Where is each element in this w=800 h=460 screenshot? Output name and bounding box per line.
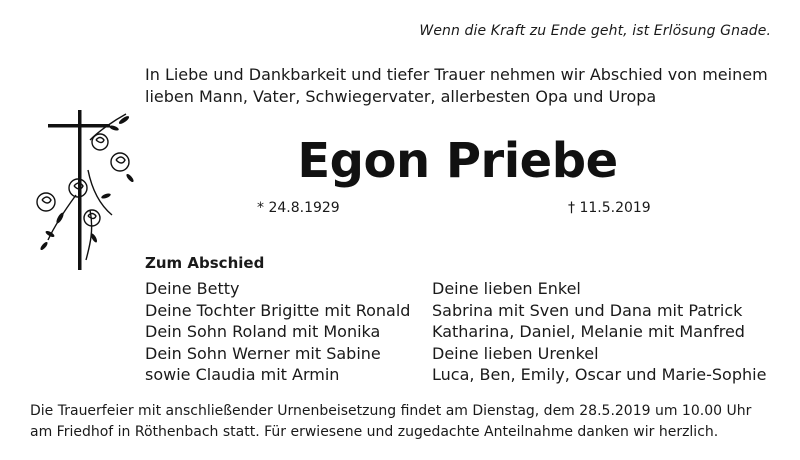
mourners-left-column [145, 278, 410, 386]
mourner-line: Luca, Ben, Emily, Oscar und Marie-Sophie [432, 365, 767, 384]
mourners-right-column [432, 278, 766, 386]
funeral-info-line-2: am Friedhof in Röthenbach statt. Für erwiesene und zugedachte Anteilnahme danken wir herzlich. [30, 424, 719, 440]
birth-date: * 24.8.1929 [257, 200, 340, 216]
mourner-line: Sabrina mit Sven und Dana mit Patrick [432, 300, 743, 320]
farewell-heading: Zum Abschied [145, 254, 265, 272]
mourner-line: Deine Betty [145, 279, 240, 298]
motto-text: Wenn die Kraft zu Ende geht, ist Erlösung Gnade. [419, 23, 771, 39]
mourner-line: Dein Sohn Werner mit Sabine [145, 343, 381, 363]
intro-text [145, 64, 785, 108]
deceased-name: Egon Priebe [297, 133, 618, 189]
mourner-line: Deine lieben Urenkel [432, 343, 599, 363]
intro-line-2: lieben Mann, Vater, Schwiegervater, allerbesten Opa und Uropa [145, 87, 657, 106]
mourner-line: Deine lieben Enkel [432, 279, 581, 298]
mourner-line: Deine Tochter Brigitte mit Ronald [145, 300, 411, 320]
funeral-info [30, 401, 790, 443]
mourner-line: Katharina, Daniel, Melanie mit Manfred [432, 322, 745, 341]
intro-line-1: In Liebe und Dankbarkeit und tiefer Trauer nehmen wir Abschied von meinem [145, 65, 768, 84]
mourner-line: sowie Claudia mit Armin [145, 365, 340, 384]
funeral-info-line-1: Die Trauerfeier mit anschließender Urnenbeisetzung findet am Dienstag, dem 28.5.2019 um 10.00 Uhr [30, 403, 752, 419]
mourner-line: Dein Sohn Roland mit Monika [145, 322, 381, 341]
death-date: † 11.5.2019 [568, 200, 651, 216]
